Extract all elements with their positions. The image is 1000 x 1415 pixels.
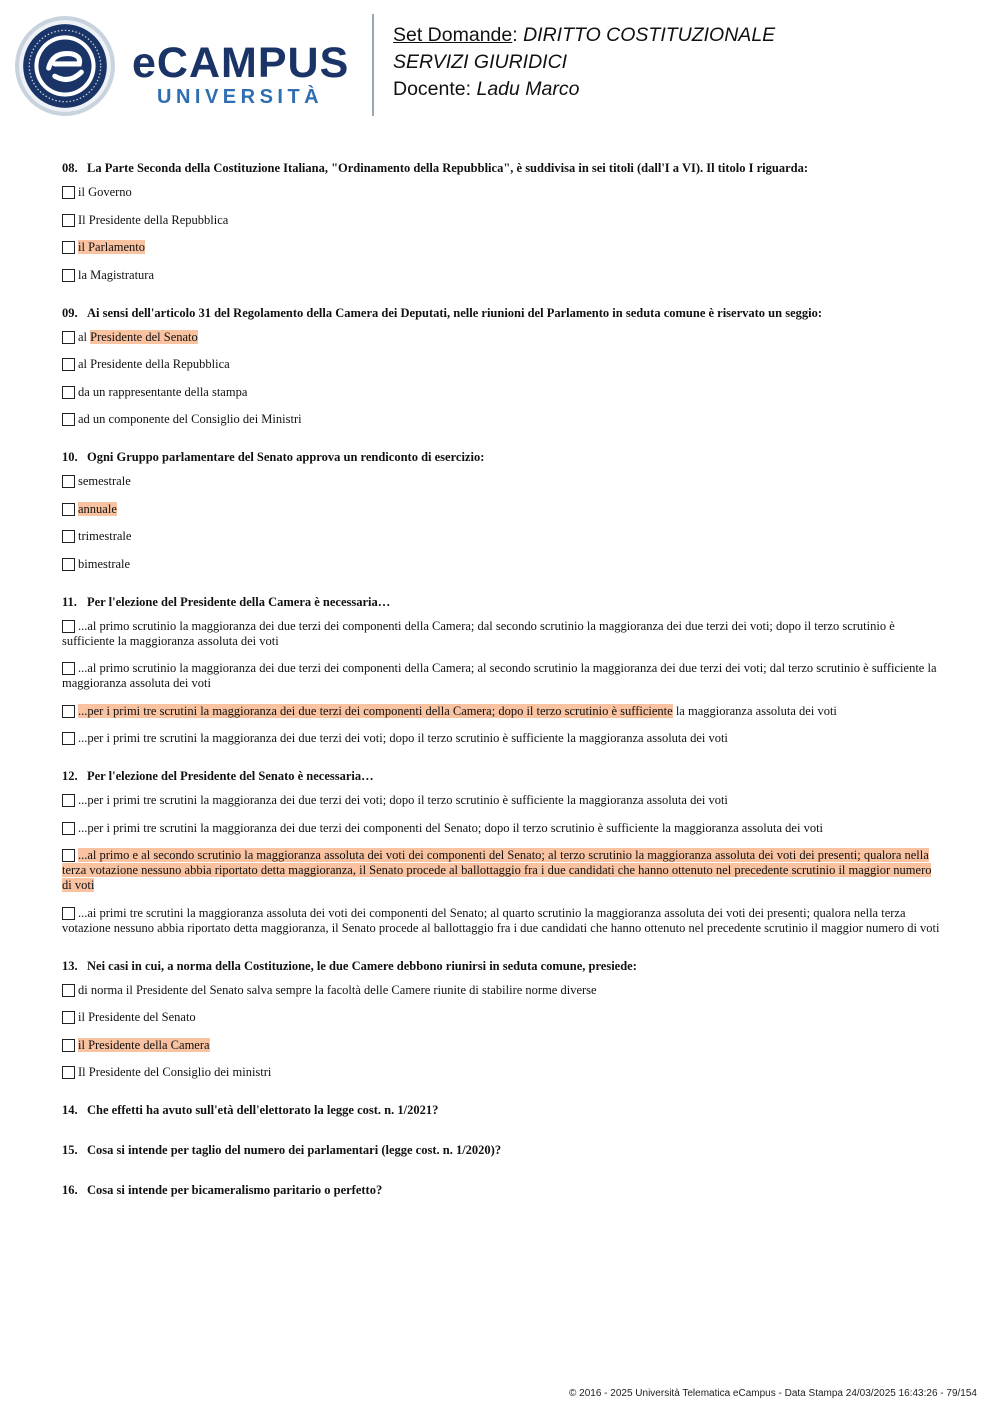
answer-checkbox[interactable] [62,1011,75,1024]
subject-line2: SERVIZI GIURIDICI [393,51,568,73]
answer-checkbox[interactable] [62,705,75,718]
answer-checkbox[interactable] [62,1066,75,1079]
answer-checkbox[interactable] [62,214,75,227]
answer-option [62,268,942,283]
answer-option [62,821,942,836]
question-title [62,160,942,176]
answer-checkbox[interactable] [62,849,75,862]
answer-checkbox[interactable] [62,530,75,543]
subject-line1: DIRITTO COSTITUZIONALE [523,24,776,46]
option-text: ...al primo scrutinio la maggioranza dei due terzi dei componenti della Camera; dal secondo scrutinio la maggioranza dei due terzi dei voti; dopo il terzo scrutinio è sufficiente la maggioranza assoluta dei voti [62,618,895,648]
answer-option [62,412,942,427]
answer-option [62,240,942,255]
answer-option [62,474,942,489]
answer-checkbox[interactable] [62,186,75,199]
answer-option [62,731,942,746]
option-highlighted-text: Presidente del Senato [90,329,198,344]
answer-option [62,848,942,893]
question-09 [62,305,942,428]
answer-option [62,357,942,372]
answer-option [62,213,942,228]
question-number: 11. [62,594,77,609]
question-number: 13. [62,958,78,973]
question-text: Per l'elezione del Presidente del Senato è necessaria… [87,769,374,783]
option-text: Il Presidente della Repubblica [78,212,229,227]
header-divider [372,14,374,116]
question-number: 15. [62,1143,78,1157]
question-text: Ogni Gruppo parlamentare del Senato approva un rendiconto di esercizio: [87,450,485,464]
option-text: ...per i primi tre scrutini la maggioranza dei due terzi dei voti; dopo il terzo scrutinio è sufficiente la maggioranza assoluta dei voti [78,793,728,807]
answer-option [62,906,942,936]
answer-checkbox[interactable] [62,241,75,254]
open-question-14 [62,1102,942,1118]
header-info [393,22,775,103]
option-highlighted-text: annuale [78,501,117,516]
answer-checkbox[interactable] [62,386,75,399]
answer-checkbox[interactable] [62,503,75,516]
question-text: Che effetti ha avuto sull'età dell'elettorato la legge cost. n. 1/2021? [87,1103,439,1117]
answer-option [62,529,942,544]
option-text: ...per i primi tre scrutini la maggioranza dei due terzi dei voti; dopo il terzo scrutinio è sufficiente la maggioranza assoluta dei voti [78,731,728,745]
answer-option [62,704,942,719]
answer-option [62,502,942,517]
answer-option [62,661,942,691]
answer-checkbox[interactable] [62,269,75,282]
page-footer: © 2016 - 2025 Università Telematica eCampus - Data Stampa 24/03/2025 16:43:26 - 79/154 [569,1388,977,1399]
option-highlighted-text: il Parlamento [78,240,145,254]
question-11 [62,594,942,747]
logo-universita-text: UNIVERSITÀ [157,86,324,108]
question-number: 14. [62,1103,78,1117]
open-question-16 [62,1182,942,1198]
answer-checkbox[interactable] [62,475,75,488]
option-text: il Governo [78,185,132,199]
question-number: 16. [62,1183,78,1197]
answer-option [62,385,942,400]
question-title [62,305,942,321]
answer-checkbox[interactable] [62,662,75,675]
question-number: 09. [62,305,78,320]
answer-option [62,983,942,998]
question-08 [62,160,942,283]
option-highlighted-text: ...al primo e al secondo scrutinio la maggioranza assoluta dei voti dei componenti del Senato; al terzo scrutinio la maggioranza assoluta dei voti dei presenti; qualora nella terza votazione nessuno abbia riportato detta maggioranza, il Senato procede al ballottaggio fra i due candidati che hanno ottenuto nel precedente scrutinio il maggior numero di voti [62,848,932,892]
option-highlighted-text: ...per i primi tre scrutini la maggioranza dei due terzi dei componenti della Camera; dopo il terzo scrutinio è sufficiente [78,703,673,718]
answer-checkbox[interactable] [62,331,75,344]
question-title [62,594,942,610]
answer-checkbox[interactable] [62,732,75,745]
answer-checkbox[interactable] [62,822,75,835]
question-13 [62,958,942,1081]
answer-checkbox[interactable] [62,907,75,920]
answer-option [62,1038,942,1053]
option-text: la Magistratura [78,267,155,282]
answer-checkbox[interactable] [62,1039,75,1052]
question-title [62,958,942,974]
option-text: trimestrale [78,529,132,543]
option-text: ...ai primi tre scrutini la maggioranza assoluta dei voti dei componenti del Senato; al quarto scrutinio la maggioranza assoluta dei voti dei presenti; qualora nella terza votazione nessuno abbia riportato detta maggioranza, il Senato procede al ballottaggio fra i due candidati che hanno ottenuto nel precedente scrutinio il maggior numero di voti [62,905,940,935]
option-text: ...al primo scrutinio la maggioranza dei due terzi dei componenti della Camera; al secondo scrutinio la maggioranza dei due terzi dei voti; dal terzo scrutinio è sufficiente la maggioranza assoluta dei voti [62,661,937,690]
question-12 [62,768,942,936]
answer-option [62,793,942,808]
answer-checkbox[interactable] [62,558,75,571]
option-text: ...per i primi tre scrutini la maggioranza dei due terzi dei componenti del Senato; dopo il terzo scrutinio è sufficiente la maggioranza assoluta dei voti [78,820,824,835]
answer-option [62,185,942,200]
option-text: da un rappresentante della stampa [78,384,248,399]
answer-checkbox[interactable] [62,358,75,371]
answer-option [62,1065,942,1080]
option-text: di norma il Presidente del Senato salva sempre la facoltà delle Camere riunite di stabilire norme diverse [78,982,597,997]
option-text: bimestrale [78,556,131,571]
teacher-name: Ladu Marco [476,78,580,100]
logo-ecampus-text: eCAMPUS [132,39,350,87]
option-text: al [78,329,91,344]
ecampus-seal-logo [14,15,116,117]
option-highlighted-text: il Presidente della Camera [78,1037,210,1052]
question-text: Nei casi in cui, a norma della Costituzione, le due Camere debbono riunirsi in seduta comune, presiede: [87,958,637,973]
questions-list [62,160,942,1222]
question-text: Cosa si intende per taglio del numero dei parlamentari (legge cost. n. 1/2020)? [87,1143,502,1157]
open-question-15 [62,1142,942,1158]
header-line-teacher [393,76,775,103]
answer-option [62,1010,942,1025]
question-text: Per l'elezione del Presidente della Camera è necessaria… [87,594,391,609]
question-text: Ai sensi dell'articolo 31 del Regolamento della Camera dei Deputati, nelle riunioni del Parlamento in seduta comune è riservato un seggio: [87,305,823,320]
option-text: ad un componente del Consiglio dei Ministri [78,412,302,426]
question-number: 12. [62,769,78,783]
answer-checkbox[interactable] [62,620,75,633]
set-label: Set Domande [393,24,513,46]
option-text: la maggioranza assoluta dei voti [672,703,837,718]
ecampus-wordmark [132,40,357,108]
option-text: al Presidente della Repubblica [78,357,230,371]
question-number: 10. [62,450,78,464]
option-text: il Presidente del Senato [78,1010,196,1024]
answer-checkbox[interactable] [62,413,75,426]
set-colon: : [512,24,524,46]
teacher-label: Docente: [393,78,477,100]
question-10 [62,449,942,572]
question-number: 08. [62,161,78,175]
answer-option [62,330,942,345]
question-title [62,449,942,465]
question-text: La Parte Seconda della Costituzione Italiana, "Ordinamento della Repubblica", è suddivisa in sei titoli (dall'I a VI). Il titolo I riguarda: [87,161,808,175]
header-line-subject [393,22,775,49]
answer-checkbox[interactable] [62,794,75,807]
question-title [62,768,942,784]
answer-option [62,557,942,572]
option-text: semestrale [78,474,131,488]
answer-option [62,619,942,649]
question-text: Cosa si intende per bicameralismo paritario o perfetto? [87,1183,383,1197]
option-text: Il Presidente del Consiglio dei ministri [78,1065,272,1079]
answer-checkbox[interactable] [62,984,75,997]
